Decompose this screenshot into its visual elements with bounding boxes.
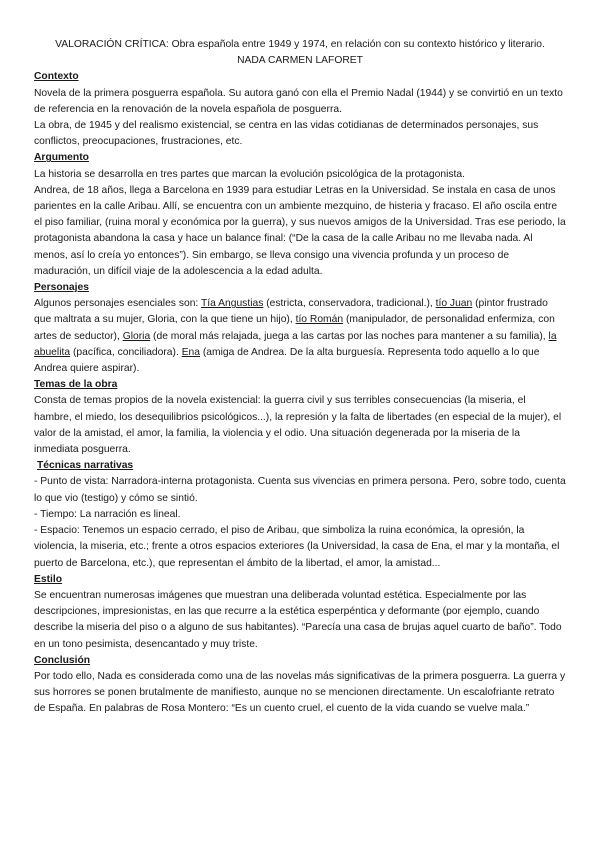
personajes-intro: Algunos personajes esenciales son: — [34, 298, 201, 310]
character-desc-tio-roman: (manipulador, de personalidad enfermiza, con artes de seductor), — [34, 314, 555, 342]
argumento-paragraph-2: Andrea, de 18 años, llega a Barcelona en 1939 para estudiar Letras en la Universidad. Se instala en casa de unos parientes en la calle Aribau. Allí, se encuentra con un ambiente mezquino, de histeria y fracaso. El año oscila entre el piso familiar, (ruina moral y económica por la guerra), y sus nuevos amigos de la Universidad. Tras ese periodo, la protagonista abandona la casa y hace un balance final: (“De la casa de la calle Aribau no me llevaba nada. Al menos, así lo creía yo entonces”). Sin embargo, se lleva consigo una vivencia profunda y un proceso de maduración, un difícil viaje de la adolescencia a la edad adulta. — [34, 184, 566, 277]
heading-tecnicas: Técnicas narrativas — [37, 460, 134, 472]
tecnicas-espacio: - Espacio: Tenemos un espacio cerrado, el piso de Aribau, que simboliza la ruina económica, la opresión, la violencia, la miseria, etc.; frente a otros espacios exteriores (la Universidad, la casa de Ena, el mar y la montaña, el puerto de Barcelona, etc.), que representan el ámbito de la libertad, el amor, la amistad... — [34, 525, 560, 569]
character-desc-la-abuelita: (pacífica, conciliadora). — [70, 346, 182, 358]
heading-personajes: Personajes — [34, 282, 89, 294]
character-tio-roman: tío Román — [295, 314, 344, 326]
tecnicas-tiempo: - Tiempo: La narración es lineal. — [34, 508, 181, 520]
tecnicas-punto-de-vista: - Punto de vista: Narradora-interna protagonista. Cuenta sus vivencias en primera persona. Pero, sobre todo, cuenta lo que vio (testigo) y cómo se sintió. — [34, 476, 566, 504]
character-tia-angustias: Tía Angustias — [200, 298, 264, 310]
contexto-paragraph-1: Novela de la primera posguerra española. Su autora ganó con ella el Premio Nadal (1944) y se convirtió en un texto de referencia en la renovación de la novela española de posguerra. — [34, 87, 563, 115]
contexto-paragraph-2: La obra, de 1945 y del realismo existencial, se centra en las vidas cotidianas de determinados personajes, sus conflictos, preocupaciones, frustraciones, etc. — [34, 120, 539, 148]
document-subtitle: NADA CARMEN LAFORET — [237, 55, 363, 67]
estilo-paragraph: Se encuentran numerosas imágenes que muestran una deliberada voluntad estética. Especialmente por las descripciones, impresionistas, en las que recurre a la estética esperpéntica y deformante (por ejemplo, cuando describe la miseria del piso o a alguno de sus habitantes). “Parecía una casa de brujas aquel cuarto de baño”. Todo en un tono pesimista, desencantado y muy triste. — [34, 589, 562, 650]
heading-estilo: Estilo — [34, 573, 63, 585]
document-page — [34, 37, 566, 718]
character-desc-ena: (amiga de Andrea. De la alta burguesía. Representa todo aquello a lo que Andrea quiere aspirar). — [34, 346, 540, 375]
heading-conclusion: Conclusión — [34, 654, 91, 666]
heading-contexto: Contexto — [34, 71, 79, 83]
conclusion-paragraph: Por todo ello, Nada es considerada como una de las novelas más significativas de la primera posguerra. La guerra y sus horrores se ponen brutalmente de manifiesto, aunque no se mencionen directamente. Un escalofriante retrato de España. En palabras de Rosa Montero: “Es un cuento cruel, el cuento de la vida cuando se vuelve mala.” — [34, 670, 566, 715]
character-gloria: Gloria — [122, 330, 151, 342]
argumento-paragraph-1: La historia se desarrolla en tres partes que marcan la evolución psicológica de la protagonista. — [34, 168, 466, 180]
character-desc-tio-juan: (pintor frustrado que maltrata a su mujer, Gloria, con la que tiene un hijo), — [34, 298, 548, 326]
character-tio-juan: tío Juan — [435, 298, 473, 310]
character-desc-gloria: (de moral más relajada, juega a las cartas por las noches para mantener a su familia), — [150, 330, 549, 342]
character-desc-tia-angustias: (estricta, conservadora, tradicional.), — [263, 298, 436, 310]
character-ena: Ena — [181, 346, 201, 358]
heading-argumento: Argumento — [34, 152, 89, 164]
character-la-abuelita: la abuelita — [34, 330, 557, 358]
heading-temas: Temas de la obra — [34, 379, 118, 391]
personajes-paragraph — [34, 296, 566, 377]
document-title: VALORACIÓN CRÍTICA: Obra española entre 1949 y 1974, en relación con su contexto histórico y literario. — [55, 39, 545, 50]
temas-paragraph: Consta de temas propios de la novela existencial: la guerra civil y sus terribles consecuencias (la miseria, el hambre, el miedo, los desequilibrios psicológicos...), la represión y la falta de libertades (en especial de la mujer), el valor de la amistad, el amor, la familia, la violencia y el odio. Una situación degenerada por la miseria de la inmediata posguerra. — [34, 395, 562, 456]
